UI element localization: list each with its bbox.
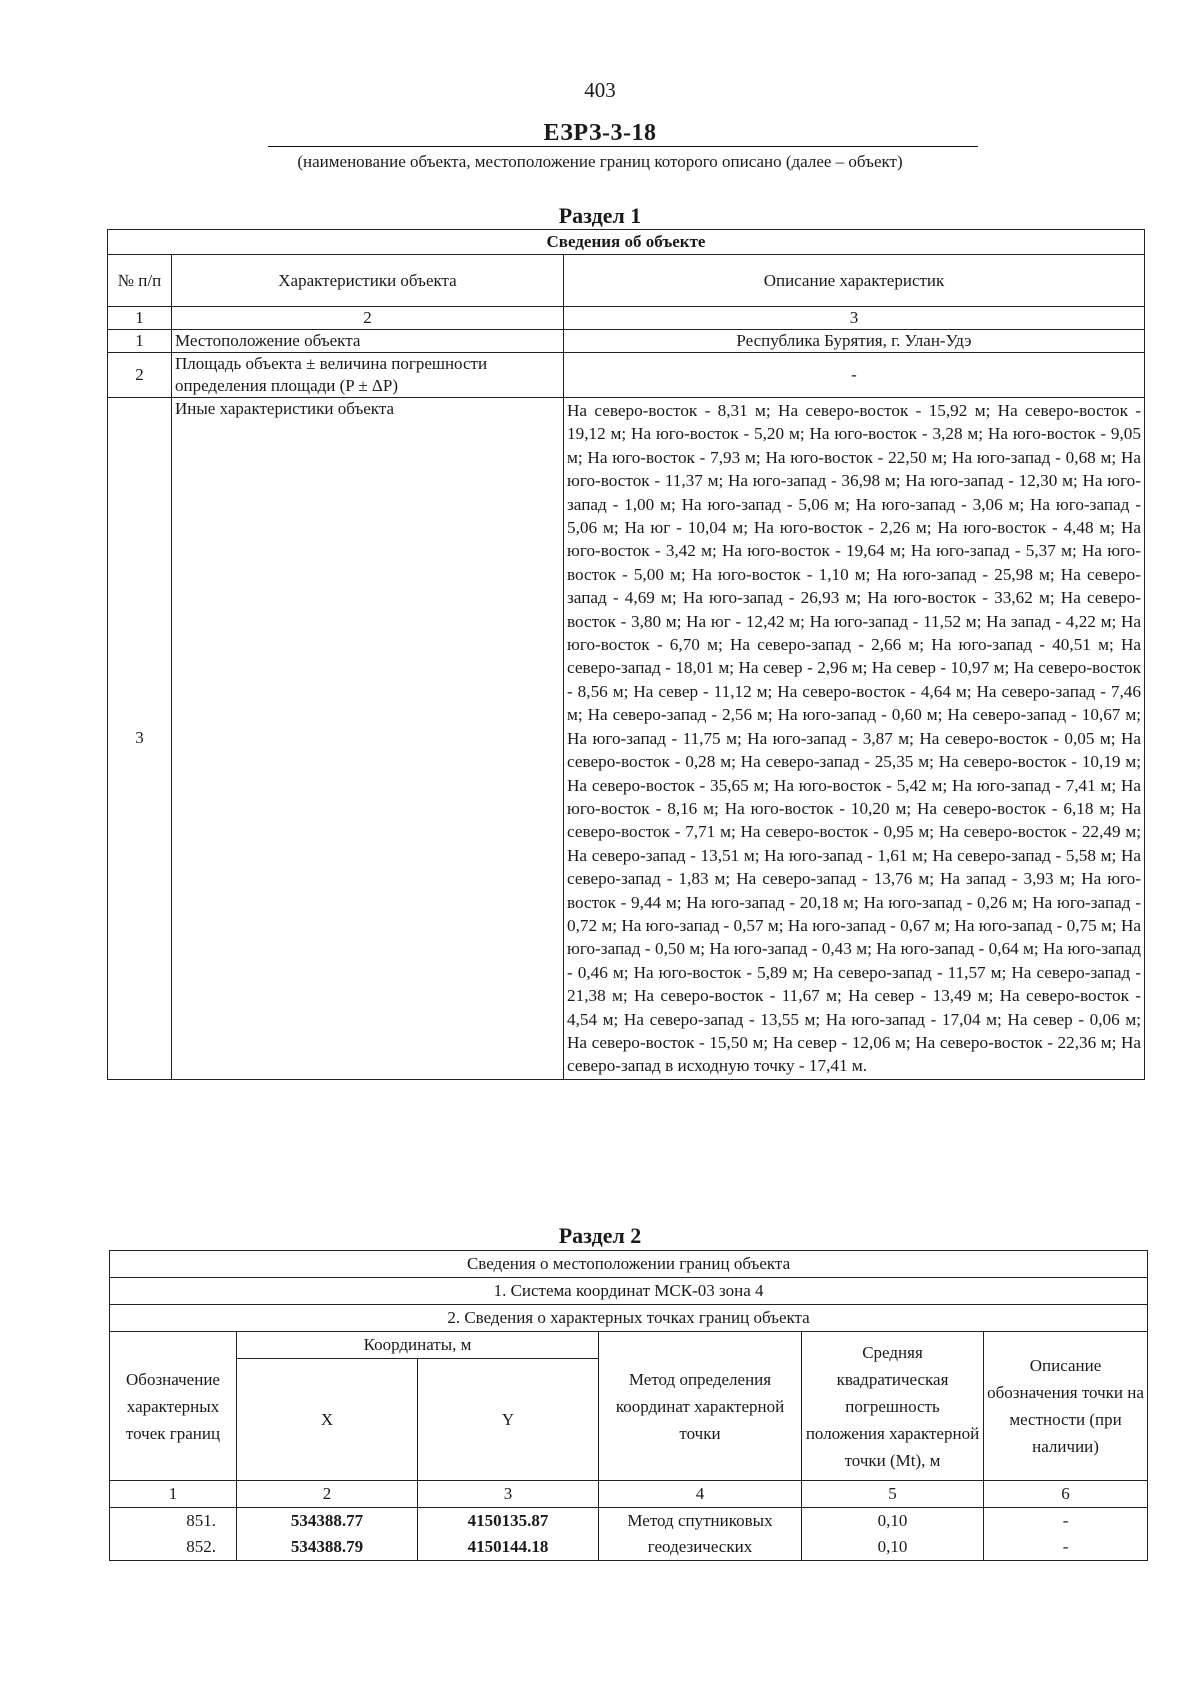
header-row	[108, 255, 1145, 307]
header-y: Y	[418, 1359, 599, 1481]
index-cell: 5	[802, 1481, 984, 1508]
section-2-heading: Раздел 2	[558, 1223, 642, 1248]
object-caption: (наименование объекта, местоположение границ которого описано (далее – объект)	[297, 152, 903, 171]
header-coords: Координаты, м	[237, 1332, 599, 1359]
header-x: X	[237, 1359, 418, 1481]
point-error: 0,10	[802, 1508, 984, 1535]
row-characteristic: Местоположение объекта	[172, 330, 564, 353]
point-y: 4150135.87	[418, 1508, 599, 1535]
point-method: Метод спутниковых геодезических	[599, 1508, 802, 1561]
header-description: Описание характеристик	[564, 255, 1145, 307]
index-cell: 1	[108, 307, 172, 330]
header-characteristic: Характеристики объекта	[172, 255, 564, 307]
table-caption-row	[108, 230, 1145, 255]
table-row	[108, 398, 1145, 1080]
point-x: 534388.77	[237, 1508, 418, 1535]
table-caption-row	[110, 1251, 1148, 1278]
table-caption: Сведения об объекте	[108, 230, 1145, 255]
title-underline	[268, 146, 978, 147]
coord-system: 1. Система координат МСК-03 зона 4	[110, 1278, 1148, 1305]
row-num: 1	[108, 330, 172, 353]
header-error: Средняя квадратическая погрешность положения характерной точки (Mt), м	[802, 1332, 984, 1481]
row-characteristic: Иные характеристики объекта	[172, 398, 564, 1080]
index-cell: 6	[984, 1481, 1148, 1508]
header-method: Метод определения координат характерной точки	[599, 1332, 802, 1481]
row-characteristic: Площадь объекта ± величина погрешности определения площади (P ± ΔP)	[172, 353, 564, 398]
point-error: 0,10	[802, 1534, 984, 1561]
index-cell: 1	[110, 1481, 237, 1508]
row-description: Республика Бурятия, г. Улан-Удэ	[564, 330, 1145, 353]
index-cell: 3	[564, 307, 1145, 330]
points-caption: 2. Сведения о характерных точках границ объекта	[110, 1305, 1148, 1332]
point-note: -	[984, 1508, 1148, 1535]
boundary-points-table	[109, 1250, 1148, 1561]
section-1-heading: Раздел 1	[558, 203, 642, 228]
header-row	[110, 1332, 1148, 1359]
point-name: 851.	[110, 1508, 237, 1535]
index-row	[108, 307, 1145, 330]
header-num: № п/п	[108, 255, 172, 307]
point-note: -	[984, 1534, 1148, 1561]
index-cell: 2	[172, 307, 564, 330]
table-caption: Сведения о местоположении границ объекта	[110, 1251, 1148, 1278]
table-row	[108, 353, 1145, 398]
object-title: ЕЗРЗ-3-18	[543, 120, 657, 146]
coord-system-row	[110, 1278, 1148, 1305]
row-num: 2	[108, 353, 172, 398]
point-x: 534388.79	[237, 1534, 418, 1561]
index-cell: 4	[599, 1481, 802, 1508]
points-caption-row	[110, 1305, 1148, 1332]
header-note: Описание обозначения точки на местности (при наличии)	[984, 1332, 1148, 1481]
index-row	[110, 1481, 1148, 1508]
point-name: 852.	[110, 1534, 237, 1561]
object-info-table	[107, 229, 1145, 1080]
index-cell: 2	[237, 1481, 418, 1508]
table-row	[110, 1508, 1148, 1535]
row-description: -	[564, 353, 1145, 398]
row-description: На северо-восток - 8,31 м; На северо-восток - 15,92 м; На северо-восток - 19,12 м; На юго-восток - 5,20 м; На юго-восток - 3,28 м; На юго-восток - 9,05 м; На юго-восток - 7,93 м; На юго-восток - 22,50 м; На юго-запад - 0,68 м; На юго-восток - 11,37 м; На юго-запад - 36,98 м; На юго-запад - 12,30 м; На юго-запад - 1,00 м; На юго-запад - 5,06 м; На юго-запад - 3,06 м; На юго-запад - 5,06 м; На юг - 10,04 м; На юго-восток - 2,26 м; На юго-восток - 4,48 м; На юго-восток - 3,42 м; На юго-восток - 19,64 м; На юго-запад - 5,37 м; На юго-восток - 5,00 м; На юго-восток - 1,10 м; На юго-запад - 25,98 м; На северо-запад - 4,69 м; На юго-запад - 26,93 м; На юго-восток - 33,62 м; На северо-восток - 3,80 м; На юг - 12,42 м; На юго-запад - 11,52 м; На запад - 4,22 м; На юго-восток - 6,70 м; На северо-запад - 2,66 м; На юго-запад - 40,51 м; На северо-запад - 18,01 м; На север - 2,96 м; На север - 10,97 м; На северо-восток - 8,56 м; На север - 11,12 м; На северо-восток - 4,64 м; На северо-запад - 7,46 м; На северо-запад - 2,56 м; На юго-запад - 0,60 м; На северо-запад - 10,67 м; На юго-запад - 11,75 м; На юго-запад - 3,87 м; На северо-восток - 0,05 м; На северо-восток - 0,28 м; На северо-запад - 25,35 м; На северо-восток - 10,19 м; На северо-восток - 35,65 м; На юго-восток - 5,42 м; На юго-запад - 7,41 м; На юго-восток - 8,16 м; На юго-восток - 10,20 м; На северо-восток - 6,18 м; На северо-восток - 7,71 м; На северо-восток - 0,95 м; На северо-восток - 22,49 м; На северо-запад - 13,51 м; На юго-запад - 1,61 м; На северо-запад - 5,58 м; На северо-запад - 1,83 м; На северо-запад - 13,76 м; На запад - 3,93 м; На юго-восток - 9,44 м; На юго-запад - 20,18 м; На юго-запад - 0,26 м; На юго-запад - 0,72 м; На юго-запад - 0,57 м; На юго-запад - 0,67 м; На юго-запад - 0,75 м; На юго-запад - 0,50 м; На юго-запад - 0,43 м; На юго-запад - 0,64 м; На юго-запад - 0,46 м; На юго-восток - 5,89 м; На северо-запад - 11,57 м; На северо-запад - 21,38 м; На северо-восток - 11,67 м; На север - 13,49 м; На северо-восток - 4,54 м; На северо-запад - 13,55 м; На юго-запад - 17,04 м; На север - 0,06 м; На северо-восток - 15,50 м; На север - 12,06 м; На северо-восток - 22,36 м; На северо-запад в исходную точку - 17,41 м.	[564, 398, 1145, 1080]
table-row	[108, 330, 1145, 353]
row-num: 3	[108, 398, 172, 1080]
index-cell: 3	[418, 1481, 599, 1508]
page-number: 403	[584, 78, 616, 102]
header-designation: Обозначение характерных точек границ	[110, 1332, 237, 1481]
point-y: 4150144.18	[418, 1534, 599, 1561]
